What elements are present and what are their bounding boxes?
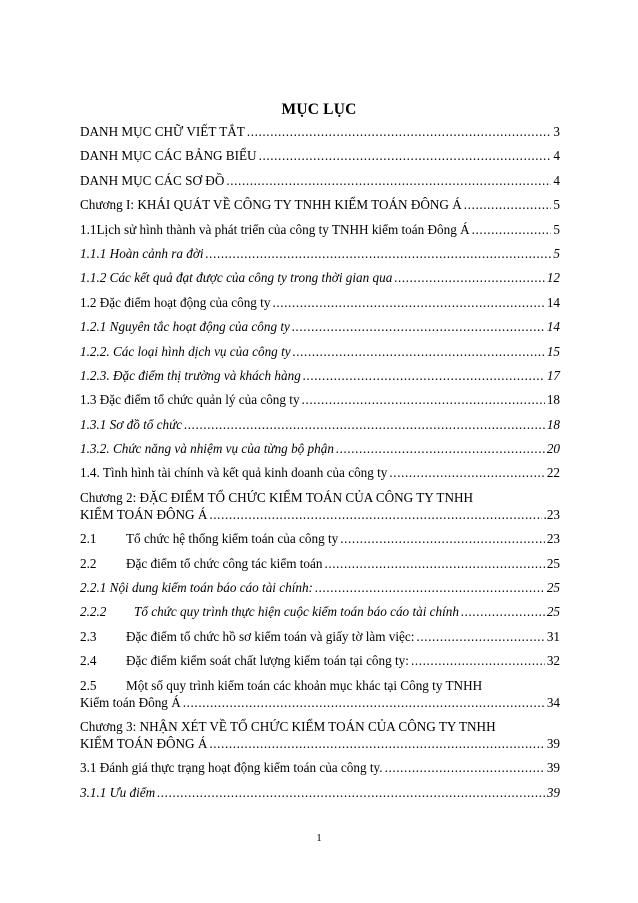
page-number: 5: [553, 197, 560, 213]
toc-entry[interactable]: 2.2.2 Tổ chức quy trình thực hiện cuộc kiểm toán báo cáo tài chính ..... 25: [80, 603, 560, 620]
toc-entry[interactable]: 1.1.1 Hoàn cảnh ra đời ..... 5: [80, 245, 560, 262]
page-number: 14: [546, 294, 560, 310]
toc-entry[interactable]: Chương 3: NHẬN XÉT VỀ TỔ CHỨC KIỂM TOÁN CỦA CÔNG TY TNHH KIỂM TOÁN ĐÔNG Á ..... 39: [80, 718, 560, 752]
toc-entry[interactable]: Chương 2: ĐẶC ĐIỂM TỔ CHỨC KIỂM TOÁN CỦA CÔNG TY TNHH KIỂM TOÁN ĐÔNG Á ..... .23: [80, 489, 560, 523]
toc-entry[interactable]: DANH MỤC CÁC BẢNG BIỂU ..... 4: [80, 147, 560, 164]
toc-entry[interactable]: Chương I: KHÁI QUÁT VỀ CÔNG TY TNHH KIỂM TOÁN ĐÔNG Á ..... 5: [80, 196, 560, 213]
toc-entry[interactable]: 1.4. Tình hình tài chính và kết quả kinh doanh của công ty ..... 22: [80, 464, 560, 481]
page-number: 25: [546, 604, 560, 620]
page-number: 5: [553, 221, 560, 237]
toc-entry[interactable]: 2.5 Một số quy trình kiểm toán các khoản mục khác tại Công ty TNHH Kiểm toán Đông Á ..... 34: [80, 677, 560, 711]
page-number: 39: [546, 760, 560, 776]
toc-entry[interactable]: 1.2.3. Đặc điểm thị trường và khách hàng ..... 17: [80, 367, 560, 384]
page-number: 20: [546, 441, 560, 457]
page-number: 31: [546, 628, 560, 644]
toc-entry[interactable]: 2.3 Đặc điểm tổ chức hồ sơ kiểm toán và giấy tờ làm việc: ..... 31: [80, 628, 560, 645]
toc-entry[interactable]: 2.4 Đặc điểm kiểm soát chất lượng kiểm toán tại công ty: ..... 32: [80, 652, 560, 669]
toc-entry[interactable]: DANH MỤC CHỮ VIẾT TẮT ..... 3: [80, 123, 560, 140]
toc-entry[interactable]: 3.1 Đánh giá thực trạng hoạt động kiểm toán của công ty. ..... 39: [80, 759, 560, 776]
page-number: 3: [553, 124, 560, 139]
page-number: 18: [546, 392, 560, 408]
toc-entry[interactable]: 3.1.1 Ưu điểm ..... 39: [80, 784, 560, 801]
page-number: 5: [553, 245, 560, 261]
page-footer-number: 1: [316, 832, 322, 844]
page-title: MỤC LỤC: [281, 101, 357, 118]
page-number: 32: [546, 653, 560, 669]
toc-entry[interactable]: 1.1Lịch sử hình thành và phát triển của công ty TNHH kiểm toán Đông Á ..... 5: [80, 221, 560, 238]
page-number: 39: [546, 735, 560, 751]
toc-entry[interactable]: 1.3 Đặc điểm tổ chức quản lý của công ty ..... 18: [80, 391, 560, 408]
table-of-contents: [80, 123, 560, 808]
toc-entry[interactable]: 1.2.1 Nguyên tắc hoạt động của công ty ..... 14: [80, 318, 560, 335]
toc-entry[interactable]: 2.2.1 Nội dung kiểm toán báo cáo tài chính: ..... 25: [80, 579, 560, 596]
toc-entry[interactable]: 1.3.2. Chức năng và nhiệm vụ của từng bộ phận ..... 20: [80, 440, 560, 457]
page-number: 23: [546, 531, 560, 547]
page-number: 12: [546, 270, 560, 286]
page-number: 34: [546, 694, 560, 710]
page-number: 4: [553, 148, 560, 164]
page-number: 17: [546, 367, 560, 383]
page-number: 14: [546, 319, 560, 335]
page-number: 25: [546, 555, 560, 571]
toc-entry[interactable]: 2.1 Tổ chức hệ thống kiểm toán của công ty ..... 23: [80, 530, 560, 547]
page-number: 39: [546, 784, 560, 800]
page-number: .23: [543, 506, 560, 522]
toc-entry[interactable]: 1.1.2 Các kết quả đạt được của công ty trong thời gian qua ..... 12: [80, 269, 560, 286]
page-number: 4: [553, 172, 560, 188]
page-number: 22: [546, 465, 560, 481]
page-number: 15: [546, 343, 560, 359]
toc-entry[interactable]: DANH MỤC CÁC SƠ ĐỒ ..... 4: [80, 172, 560, 189]
page-number: 25: [546, 580, 560, 596]
toc-entry[interactable]: 2.2 Đặc điểm tổ chức công tác kiểm toán ..... 25: [80, 555, 560, 572]
page-number: 18: [546, 416, 560, 432]
toc-entry[interactable]: 1.3.1 Sơ đồ tổ chức ..... 18: [80, 416, 560, 433]
toc-entry[interactable]: 1.2 Đặc điểm hoạt động của công ty ..... 14: [80, 294, 560, 311]
toc-entry[interactable]: 1.2.2. Các loại hình dịch vụ của công ty ..... 15: [80, 343, 560, 360]
